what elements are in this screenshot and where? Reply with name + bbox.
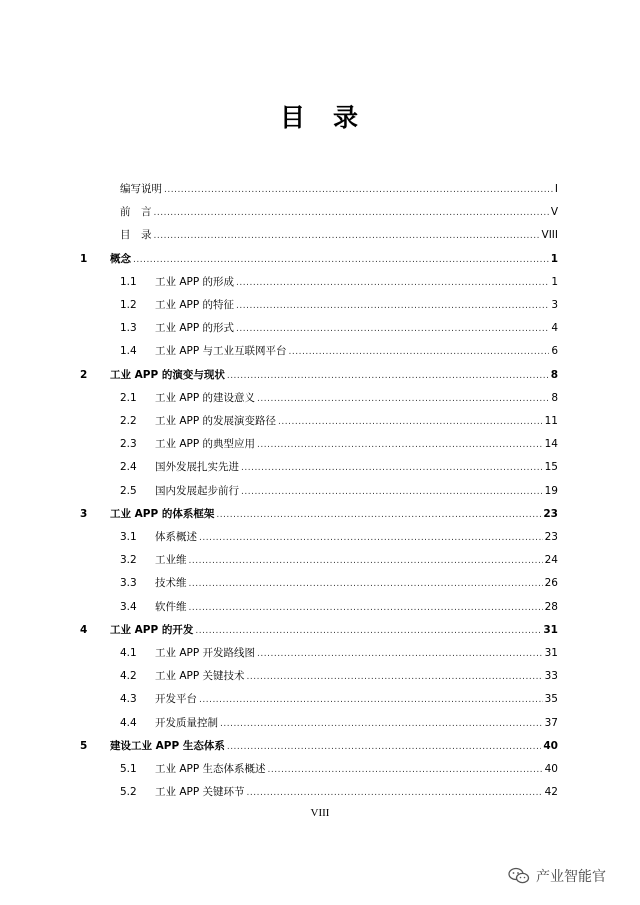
toc-label: 体系概述 <box>155 531 197 543</box>
toc-label: 工业 APP 的开发 <box>110 623 194 636</box>
toc-leader <box>247 668 543 686</box>
toc-number: 3.1 <box>120 531 137 543</box>
toc-page-number: 1 <box>550 252 558 265</box>
toc-number: 5 <box>80 739 88 752</box>
toc-section[interactable] <box>0 783 640 801</box>
toc-label: 编写说明 <box>120 183 162 195</box>
toc-section[interactable] <box>0 574 640 592</box>
toc-section[interactable] <box>0 598 640 616</box>
toc-number: 2.5 <box>120 484 137 497</box>
toc-label: 概念 <box>110 252 131 265</box>
toc-chapter[interactable] <box>0 621 640 639</box>
toc-label: 开发质量控制 <box>155 716 218 729</box>
toc-leader <box>220 715 543 733</box>
toc-page-number: 23 <box>544 531 558 543</box>
toc-leader <box>236 320 549 338</box>
toc-number: 2 <box>80 368 88 381</box>
toc-leader <box>199 529 543 547</box>
toc-leader <box>241 483 543 501</box>
toc-page-number: 31 <box>544 647 558 659</box>
toc-label: 工业维 <box>155 554 187 567</box>
watermark-text: 产业智能官 <box>536 869 606 885</box>
toc-chapter[interactable] <box>0 737 640 755</box>
page-title <box>0 98 640 134</box>
toc-leader <box>241 459 543 477</box>
toc-leader <box>236 274 549 292</box>
toc-page-number: 4 <box>551 322 558 335</box>
toc-page-number: 8 <box>551 391 558 404</box>
toc-label: 工业 APP 的发展演变路径 <box>155 415 277 427</box>
toc-leader <box>216 506 541 524</box>
toc-page-number: 28 <box>544 600 558 613</box>
title-char: 目 <box>279 103 307 132</box>
toc-number: 4.2 <box>120 670 137 683</box>
toc-leader <box>133 251 549 269</box>
toc-section[interactable] <box>0 551 640 569</box>
toc-leader <box>189 599 543 617</box>
toc-chapter[interactable] <box>0 250 640 268</box>
toc-label: 国内发展起步前行 <box>155 484 239 497</box>
toc-leader <box>195 622 541 640</box>
toc-leader <box>257 436 543 454</box>
toc-number: 4.4 <box>120 716 137 729</box>
toc-chapter[interactable] <box>0 505 640 523</box>
watermark <box>508 866 606 886</box>
toc-label: 软件维 <box>155 600 187 613</box>
toc-label: 工业 APP 的形式 <box>155 322 235 335</box>
toc-leader <box>257 645 543 663</box>
toc-page-number: 35 <box>544 693 558 706</box>
toc-number: 3.3 <box>120 577 137 590</box>
toc-number: 4.1 <box>120 647 137 659</box>
toc-page-number: 40 <box>543 739 558 752</box>
toc-page-number: 14 <box>544 438 558 451</box>
toc-chapter[interactable] <box>0 366 640 384</box>
toc-page-number: I <box>554 183 558 195</box>
toc-leader <box>227 738 542 756</box>
toc-label: 工业 APP 的典型应用 <box>155 438 256 451</box>
toc-page-number: 11 <box>544 415 558 427</box>
toc-section[interactable] <box>0 412 640 430</box>
toc-front-item[interactable] <box>0 203 640 221</box>
toc-page-number: 23 <box>543 507 558 520</box>
toc-section[interactable] <box>0 482 640 500</box>
toc-number: 1.4 <box>120 345 137 358</box>
toc-label: 工业 APP 的特征 <box>155 299 235 311</box>
toc-leader <box>189 575 543 593</box>
toc-section[interactable] <box>0 342 640 360</box>
toc-page-number: 26 <box>544 577 558 590</box>
toc-label: 工业 APP 的体系框架 <box>110 507 215 520</box>
toc-number: 2.4 <box>120 461 137 474</box>
toc-label: 工业 APP 的形成 <box>155 275 235 288</box>
toc-page-number: 15 <box>544 461 558 474</box>
toc-page-number: VIII <box>541 229 558 242</box>
toc-leader <box>236 297 549 315</box>
toc-page-number: 33 <box>544 670 558 683</box>
toc-leader <box>268 761 543 779</box>
toc-label: 技术维 <box>155 577 187 590</box>
toc-label: 目 录 <box>120 229 152 242</box>
toc-leader <box>278 413 543 431</box>
toc-number: 2.3 <box>120 438 137 451</box>
toc-section[interactable] <box>0 644 640 662</box>
toc-page-number: 31 <box>543 623 558 636</box>
toc-number: 1 <box>80 252 88 265</box>
toc-section[interactable] <box>0 667 640 685</box>
toc-section[interactable] <box>0 690 640 708</box>
toc-section[interactable] <box>0 435 640 453</box>
toc-label: 工业 APP 开发路线图 <box>155 647 256 659</box>
toc-label: 建设工业 APP 生态体系 <box>110 739 225 752</box>
toc-section[interactable] <box>0 760 640 778</box>
toc-leader <box>289 343 550 361</box>
toc-leader <box>247 784 543 802</box>
toc-page-number: 8 <box>550 368 558 381</box>
toc-label: 工业 APP 的演变与现状 <box>110 368 225 381</box>
toc-number: 1.1 <box>120 275 137 288</box>
toc-number: 1.3 <box>120 322 137 335</box>
toc-leader <box>227 367 549 385</box>
toc-number: 4 <box>80 623 88 636</box>
title-char: 录 <box>333 103 361 132</box>
toc-page-number: 40 <box>544 763 558 775</box>
toc-page-number: 37 <box>544 716 558 729</box>
toc-label: 工业 APP 的建设意义 <box>155 391 256 404</box>
toc-front-item[interactable] <box>0 180 640 198</box>
toc-number: 3.4 <box>120 600 137 613</box>
toc-number: 2.2 <box>120 415 137 427</box>
toc-number: 3.2 <box>120 554 137 567</box>
toc-number: 1.2 <box>120 299 137 311</box>
toc-label: 工业 APP 关键环节 <box>155 786 245 799</box>
toc-label: 工业 APP 与工业互联网平台 <box>155 345 287 358</box>
toc-number: 3 <box>80 507 88 520</box>
toc-section[interactable] <box>0 296 640 314</box>
toc-section[interactable] <box>0 389 640 407</box>
toc-label: 前 言 <box>120 206 152 219</box>
toc-section[interactable] <box>0 528 640 546</box>
toc-page-number: 19 <box>544 484 558 497</box>
toc-number: 4.3 <box>120 693 137 706</box>
toc-number: 2.1 <box>120 391 137 404</box>
toc-label: 工业 APP 关键技术 <box>155 670 245 683</box>
toc-section[interactable] <box>0 458 640 476</box>
toc-leader <box>199 691 543 709</box>
toc-front-item[interactable] <box>0 226 640 244</box>
toc-leader <box>257 390 549 408</box>
toc-section[interactable] <box>0 319 640 337</box>
wechat-icon <box>508 867 530 885</box>
toc-label: 国外发展扎实先进 <box>155 461 239 474</box>
toc-page-number: 24 <box>544 554 558 567</box>
toc-leader <box>154 227 540 245</box>
toc-page-number: 42 <box>544 786 558 799</box>
toc-page-number: 6 <box>551 345 558 358</box>
toc-number: 5.2 <box>120 786 137 799</box>
toc-label: 工业 APP 生态体系概述 <box>155 763 266 775</box>
toc-section[interactable] <box>0 714 640 732</box>
toc-label: 开发平台 <box>155 693 197 706</box>
page-number: VIII <box>310 807 330 819</box>
toc-page-number: 3 <box>551 299 558 311</box>
toc-leader <box>189 552 543 570</box>
toc-leader <box>154 204 549 222</box>
toc-page-number: V <box>550 206 558 219</box>
toc-leader <box>164 181 553 199</box>
toc-number: 5.1 <box>120 763 137 775</box>
toc-section[interactable] <box>0 273 640 291</box>
toc-page-number: 1 <box>551 275 558 288</box>
